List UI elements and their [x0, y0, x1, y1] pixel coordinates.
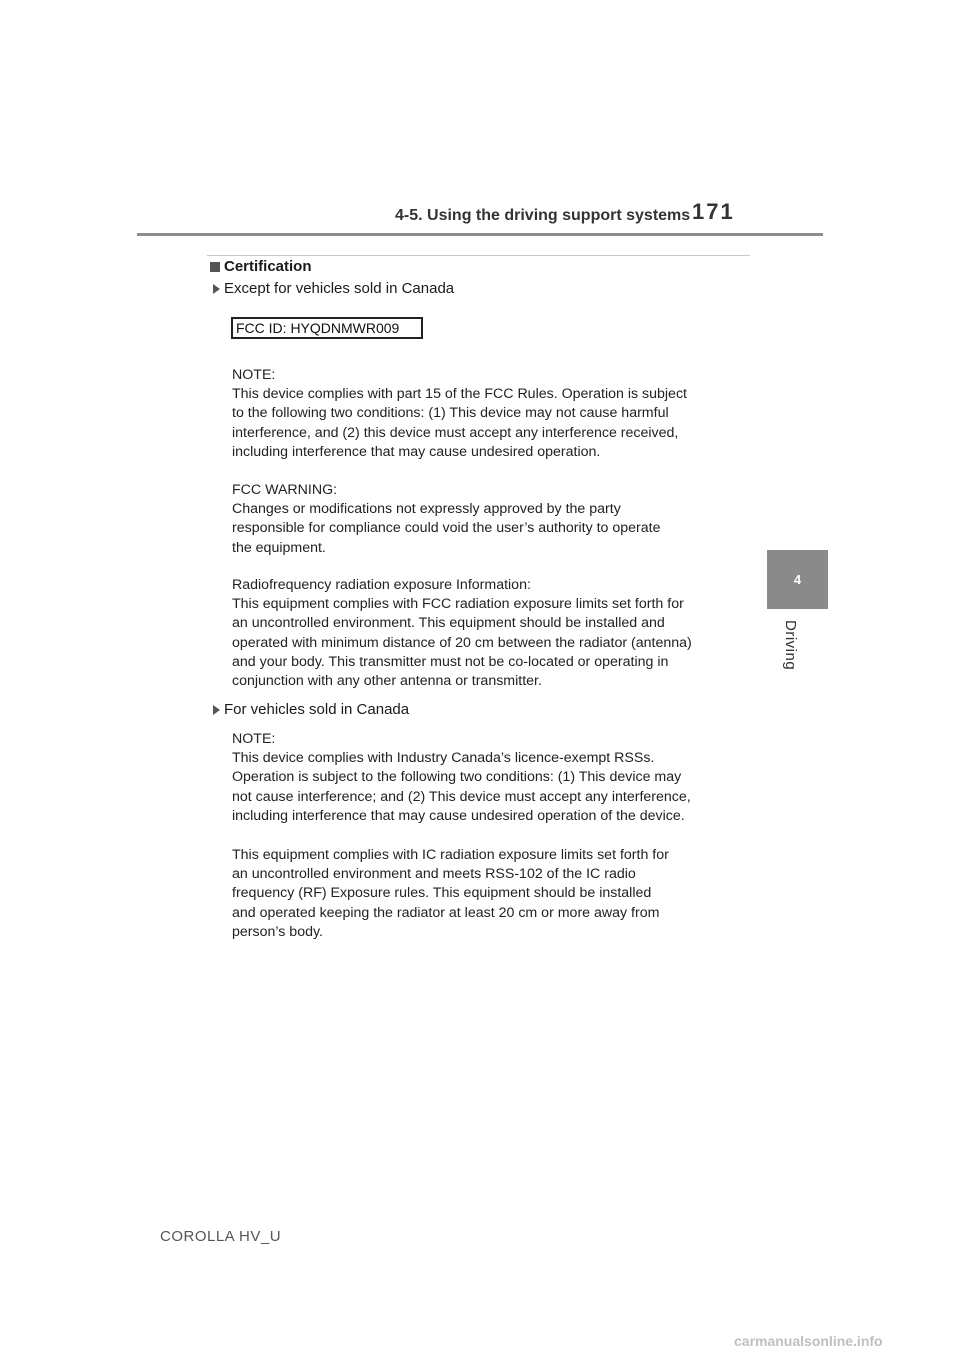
note-line: NOTE:: [232, 367, 276, 383]
bullet-text: Except for vehicles sold in Canada: [224, 280, 455, 297]
note-line: interference, and (2) this device must accept any interference received,: [232, 424, 679, 441]
note-line: NOTE:: [232, 731, 276, 747]
rf-line: and your body. This transmitter must not be co-located or operating in: [232, 653, 669, 670]
rf-line: operated with minimum distance of 20 cm between the radiator (antenna): [232, 634, 692, 651]
warning-line: Changes or modifications not expressly approved by the party: [232, 501, 621, 518]
ic-line: and operated keeping the radiator at least 20 cm or more away from: [232, 904, 660, 921]
rf-line: an uncontrolled environment. This equipment should be installed and: [232, 615, 665, 632]
ic-line: person’s body.: [232, 923, 323, 940]
note-line: not cause interference; and (2) This device must accept any interference,: [232, 788, 691, 805]
triangle-bullet-icon: [213, 705, 220, 715]
ic-line: an uncontrolled environment and meets RSS-102 of the IC radio: [232, 866, 636, 883]
ic-line: This equipment complies with IC radiation exposure limits set forth for: [232, 847, 669, 863]
fcc-id-box: FCC ID: HYQDNMWR009: [231, 317, 423, 339]
square-bullet-icon: [210, 262, 220, 272]
warning-line: the equipment.: [232, 539, 326, 556]
chapter-tab: [767, 550, 828, 609]
note-line: This device complies with Industry Canada’s licence-exempt RSSs.: [232, 750, 655, 767]
us-note-block: [232, 366, 737, 462]
warning-line: responsible for compliance could void the user’s authority to operate: [232, 520, 661, 537]
certification-heading: [210, 258, 312, 275]
bullet-except-canada: [213, 280, 454, 297]
canada-note-block: [232, 730, 737, 826]
fcc-warning-block: [232, 481, 737, 558]
warning-line: FCC WARNING:: [232, 482, 338, 498]
watermark: carmanualsonline.info: [734, 1333, 883, 1349]
rf-exposure-block: [232, 576, 737, 691]
page-number: 171: [692, 199, 735, 224]
note-line: This device complies with part 15 of the FCC Rules. Operation is subject: [232, 386, 687, 403]
rf-line: conjunction with any other antenna or transmitter.: [232, 673, 542, 690]
note-line: including interference that may cause undesired operation.: [232, 443, 601, 460]
bullet-text: For vehicles sold in Canada: [224, 701, 410, 718]
chapter-label: Driving: [782, 620, 799, 671]
rf-line: Radiofrequency radiation exposure Information:: [232, 577, 531, 593]
footer-model: COROLLA HV_U: [160, 1228, 282, 1245]
triangle-bullet-icon: [213, 284, 220, 294]
header-rule: [137, 233, 823, 236]
section-title: 4-5. Using the driving support systems: [395, 207, 691, 224]
bullet-canada: [213, 701, 409, 718]
note-line: to the following two conditions: (1) This device may not cause harmful: [232, 405, 669, 422]
section-divider: [207, 255, 750, 256]
ic-line: frequency (RF) Exposure rules. This equipment should be installed: [232, 885, 652, 902]
chapter-number: 4: [793, 572, 802, 587]
rf-line: This equipment complies with FCC radiation exposure limits set forth for: [232, 596, 684, 613]
note-line: including interference that may cause undesired operation of the device.: [232, 807, 685, 824]
note-line: Operation is subject to the following two conditions: (1) This device may: [232, 769, 682, 786]
heading-text: Certification: [224, 258, 312, 275]
ic-rf-block: [232, 846, 737, 942]
